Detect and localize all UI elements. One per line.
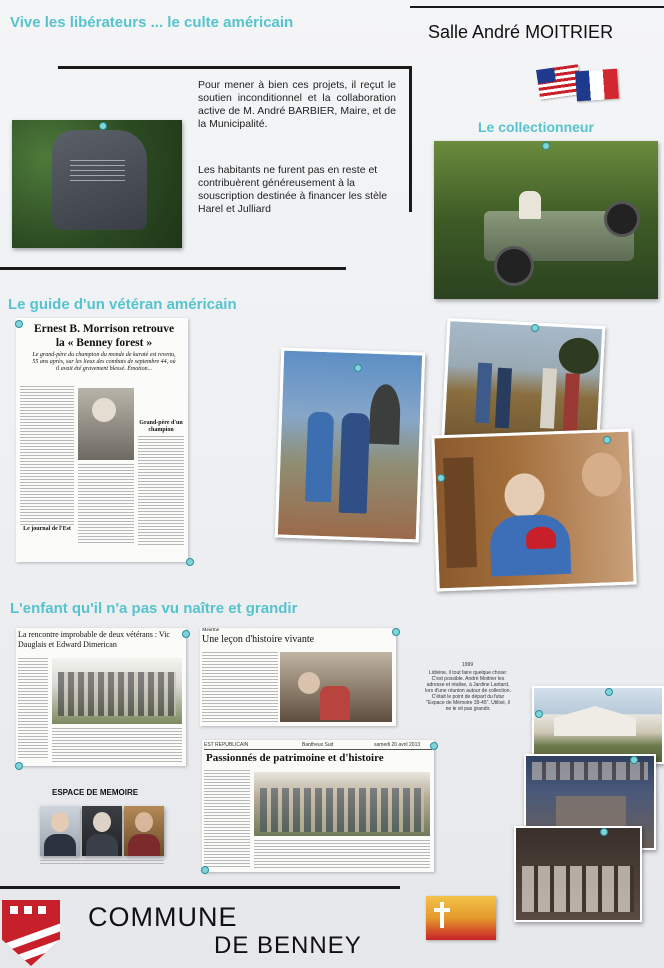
commune-line-1: COMMUNE [88,902,238,932]
memoire-portrait-2 [82,806,122,856]
heritage-header-left: EST REPUBLICAIN [204,742,249,748]
clip3-pin-icon-2 [201,866,209,874]
header-rule [410,6,664,8]
heritage-header-mid: Bantheux Sud [302,742,334,748]
heritage-clipping [202,740,434,872]
guide-article-clipping [16,318,188,562]
clip1-pin-icon-2 [15,762,23,770]
clip1-pin-icon [182,630,190,638]
building-pin-icon [605,688,613,696]
commune-line-2: DE BENNEY [214,932,362,959]
handshake-pin-icon [354,364,362,372]
guide-article-subhead: Grand-père d'un champion [139,420,183,433]
collector-pin-icon [542,142,550,150]
veteran-portrait-photo [431,429,636,592]
memoire-portrait-1 [40,806,80,856]
collector-heading: Le collectionneur [478,119,594,135]
exhibit-wall-pin-icon [600,828,608,836]
collector-jeep-photo [434,141,658,299]
guide-article-title: Ernest B. Morrison retrouve la « Benney forest » [33,323,175,349]
note-text: Lidivine, il tout faire quelque chose: C'est possible. André Moitrier les adresse et réalise, à Jardine Lantard, lors d'une réunion autour de collection. C'était le point de départ du futur "Espace de Mémoire 39-45". Utilisé, il ne le vit pas grandir. [425,670,511,712]
heritage-title: Passionnés de patrimoine et d'histoire [206,752,384,764]
exhibit-hall-pin-icon [630,756,638,764]
child-heading: L'enfant qu'il n'a pas vu naître et grandir [10,600,298,617]
france-flag-icon [575,69,619,102]
cross-logo-icon [426,896,496,940]
header-right-title: Salle André MOITRIER [428,22,614,42]
guide-article-caption: Le journal de l'Est [23,526,71,532]
history-lesson-clipping [200,628,396,726]
coat-of-arms-icon [2,900,60,966]
memoire-title: ESPACE DE MEMOIRE [52,788,139,797]
veterans-meeting-title: La rencontre improbable de deux vétérans : Vic Dauglais et Edward Dimerican [18,630,170,649]
intro-frame-top [58,66,412,69]
intro-frame-right [409,66,412,212]
veteran-portrait-pin-icon-2 [437,474,445,482]
building-photo [532,686,664,764]
field-group-pin-icon [531,324,539,332]
heritage-header-right: samedi 20 avril 2013 [374,742,421,748]
intro-paragraph-1: Pour mener à bien ces projets, il reçut le soutien inconditionnel et la collaboration active de M. André BARBIER, Maire, et de la Municipalité. [198,79,396,130]
footer-rule [0,886,400,889]
history-lesson-title: Une leçon d'histoire vivante [202,634,315,645]
intro-paragraph-2: Les habitants ne furent pas en reste et contribuèrent généreusement à la souscription destinée à financer les stèle Harel et Julliard [198,164,388,215]
note-year: 1999 [462,662,474,668]
exhibit-wall-photo [514,826,642,922]
veterans-meeting-clipping [16,628,186,766]
intro-frame-bottom [0,267,346,270]
building-pin-icon-2 [535,710,543,718]
handshake-photo [275,348,426,543]
guide-article-pin-icon [15,320,23,328]
memoire-portrait-3 [124,806,164,856]
header-left-title: Vive les libérateurs ... le culte américain [10,14,294,31]
guide-heading: Le guide d'un vétéran américain [8,296,237,313]
memoire-captions [40,860,164,866]
stele-photo [12,120,182,248]
history-lesson-kicker: Meurthe [202,628,219,633]
guide-article-pin-icon-2 [186,558,194,566]
veteran-portrait-pin-icon [603,436,611,444]
stele-pin-icon [99,122,107,130]
clip2-pin-icon [392,628,400,636]
clip3-pin-icon [430,742,438,750]
guide-article-lead: Le grand-père du champion du monde de karaté est revenu, 55 ans après, sur les lieux des combats de septembre 44, où il avait été gravement blessé. Émotion... [32,352,176,372]
